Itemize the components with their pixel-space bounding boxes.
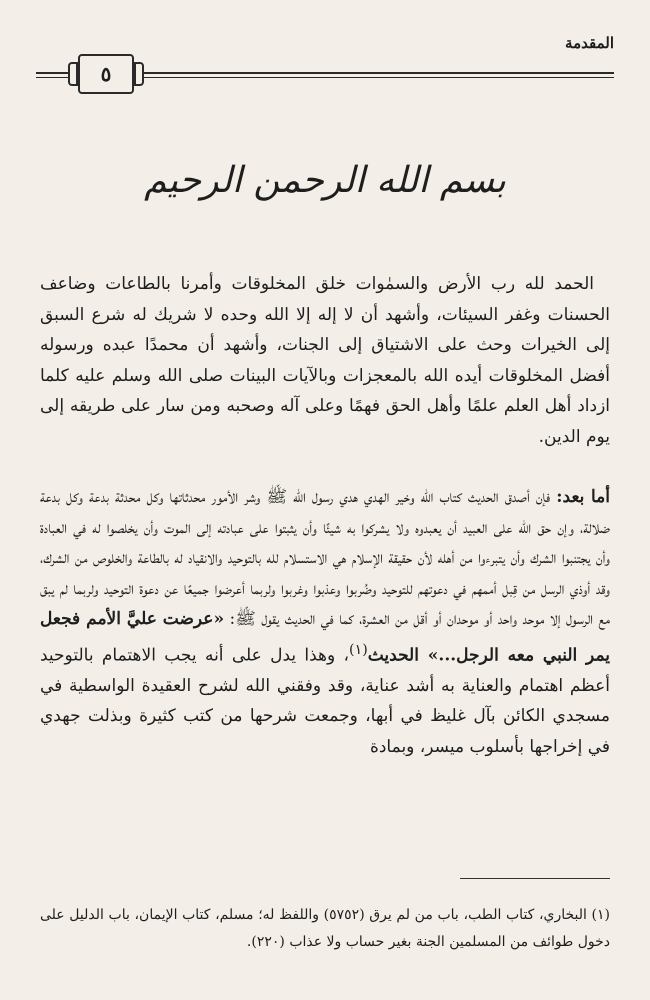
running-header-title: المقدمة (565, 34, 614, 52)
footnote-marker: (١) (349, 641, 368, 658)
footnote: (١) البخاري، كتاب الطب، باب من لم يرق (٥٧٥٢) واللفظ له؛ مسلم، كتاب الإيمان، باب الدليل على دخول طوائف من المسلمين الجنة بغير حساب ولا عذاب (٢٢٠). (40, 907, 611, 950)
footnote-separator (460, 878, 610, 879)
main-paragraph (40, 482, 610, 762)
intro-paragraph: الحمد لله رب الأرض والسمٰوات خلق المخلوقات وأمرنا بالطاعات وضاعف الحسنات وغفر السيئات، وأشهد أن لا إله إلا الله وحده لا شريك له شرع السبق إلى الخيرات وحث على الاشتياق إلى الجنات، وأشهد أن محمدًا عبده ورسوله أفضل المخلوقات أيده الله بالمعجزات وبالآيات البينات صلى الله وسلم عليه كلما ازداد أهل العلم علمًا وأهل الحق فهمًا وعلى آله وصحبه ومن سار على طريقه إلى يوم الدين. (40, 274, 610, 447)
paragraph-lead: أما بعد: (556, 487, 610, 507)
hadith-quote: «عرضت عليَّ الأمم فجعل يمر النبي معه الرجل...» الحديث (40, 609, 610, 666)
page-number-box (78, 54, 134, 94)
paragraph-text-1: فإن أصدق الحديث كتاب الله وخير الهدي هدي رسول الله ﷺ وشر الأمور محدثاتها وكل محدثة بدعة وكل بدعة ضلالة، وإن حق الله على العبيد أن يعبدوه ولا يشركوا به شيئًا وأن يثبتوا على عبادته إلى الموت وأن يخلصوا له في العبادة وأن يجتنبوا الشرك وأن يتبرءوا من أهله لأن حقيقة الإسلام هي الاستسلام لله بالتوحيد والانقياد له بالطاعة والخلوص من الشرك، وقد أوذي الرسل من قِبل أممهم في دعوتهم للتوحيد وضُربوا وعذبوا وغربوا ولربما أعرضوا جميعًا عن دعوة التوحيد ولربما لم يبق مع الرسول إلا موحد واحد أو موحدان أو أقل من العشرة، كما في الحديث يقول ﷺ: (40, 487, 610, 629)
page-number: ٥ (100, 62, 112, 86)
paragraph-text-2: ، وهذا يدل على أنه يجب الاهتمام بالتوحيد أعظم اهتمام والعناية به أشد عناية، وقد وفقني الله لشرح العقيدة الواسطية في مسجدي الكائن بآل غليظ في أبها، وجمعت شرحها من كتب كثيرة وبذلت جهدي في إخراجها بأسلوب ميسر، وبمادة (40, 645, 610, 757)
basmala-calligraphy: بسم الله الرحمن الرحيم (144, 160, 506, 201)
